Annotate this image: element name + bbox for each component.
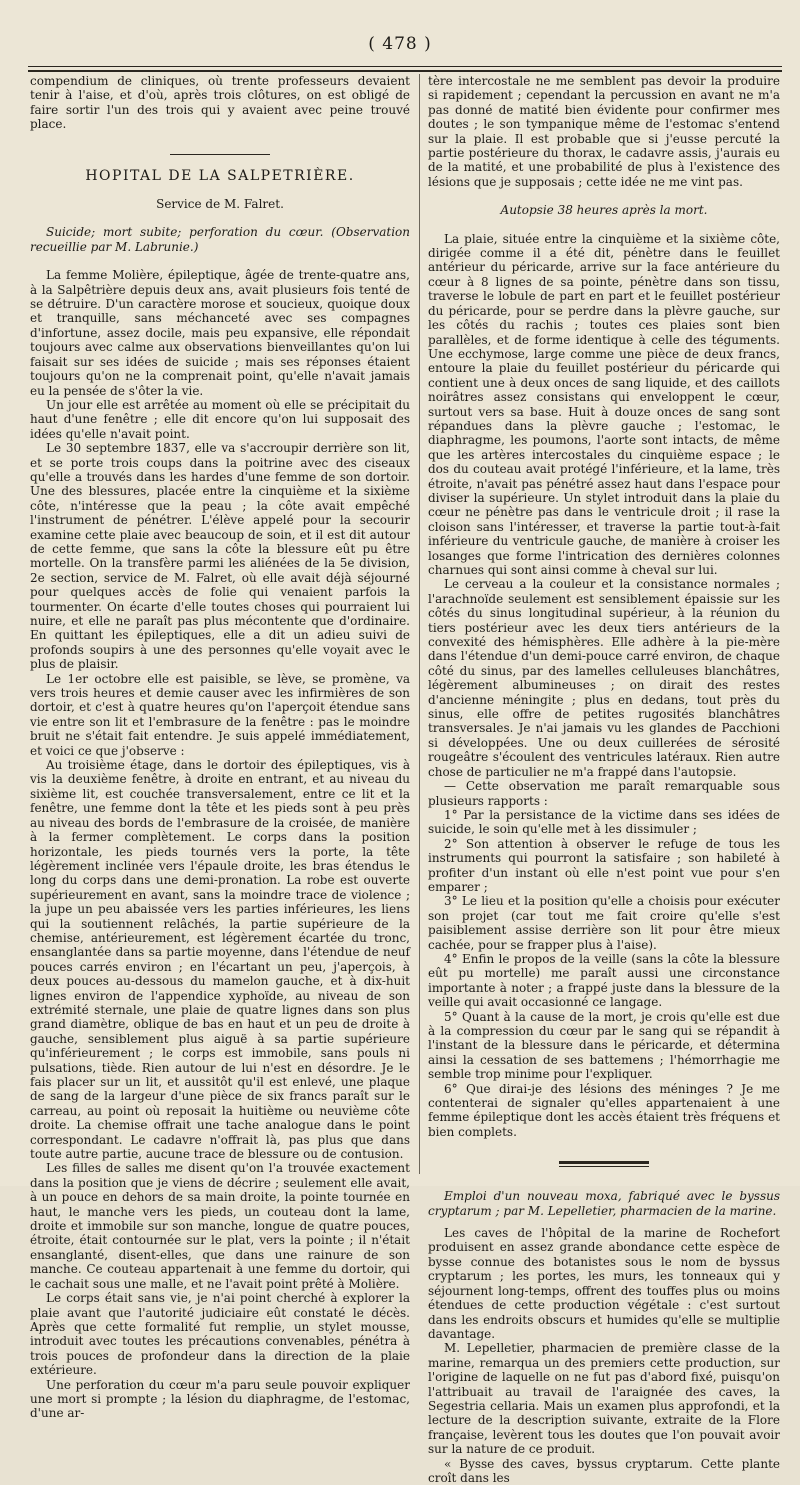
intro-paragraph: compendium de cliniques, où trente professeurs devaient tenir à l'aise, et d'où, après trois clôtures, on est obligé de faire sortir l'un des trois qui y avaient avec peine trouvé place. — [30, 74, 410, 132]
autopsy-title: Autopsie 38 heures après la mort. — [500, 203, 708, 218]
case-subtitle: Suicide; mort subite; perforation du cœur. (Observation recueillie par M. Labrunie.) — [30, 225, 410, 254]
moxa-paragraph: « Bysse des caves, byssus cryptarum. Cette plante croît dans les — [428, 1456, 780, 1485]
column-divider — [419, 74, 420, 1174]
article-heading: HOPITAL DE LA SALPETRIÈRE. — [85, 167, 355, 184]
body-paragraph: Une perforation du cœur m'a paru seule pouvoir expliquer une mort si prompte ; la lésion du diaphragme, de l'estomac, d'une ar- — [30, 1377, 410, 1421]
body-paragraph: Un jour elle est arrêtée au moment où elle se précipitait du haut d'une fenêtre ; elle dit encore qu'on lui supposait des idées qu'elle n'avait point. — [30, 397, 410, 441]
remarks-intro: — Cette observation me paraît remarquable sous plusieurs rapports : — [428, 779, 780, 808]
body-paragraph: Les filles de salles me disent qu'on l'a trouvée exactement dans la position que je viens de décrire ; seulement elle avait, à un pouce en dehors de sa main droite, la pointe tournée en haut, le manche vers les pieds, un couteau dont la lame, droite et immobile sur son manche, longue de quatre pouces, étroite, était contournée sur le plat, vers la pointe ; il n'était ensanglanté, disent-elles, que dans une rainure de son manche. Ce couteau appartenait à une femme du dortoir, qui le cachait sous une malle, et ne l'avait point prêté à Molière. — [30, 1161, 410, 1291]
remark-item: 3° Le lieu et la position qu'elle a choisis pour exécuter son projet (car tout me fait croire qu'elle s'est paisiblement assise derrière son lit pour être mieux cachée, pour se frapper plus à l'aise). — [428, 894, 780, 952]
body-paragraph: Le 30 septembre 1837, elle va s'accroupir derrière son lit, et se porte trois coups dans la poitrine avec des ciseaux qu'elle a trouvés dans les hardes d'une femme de son dortoir. Une des blessures, placée entre la cinquième et la sixième côte, n'intéresse que la peau ; la côte avait empêché l'instrument de pénétrer. L'élève appelé pour la secourir examine cette plaie avec beaucoup de soin, et il est dit autour de cette femme, que sans la côte la blessure eût pu être mortelle. On la transfère parmi les aliénées de la 5e division, 2e section, service de M. Falret, où elle avait déjà séjourné pour quelques accès de folie qui venaient parfois la tourmenter. On écarte d'elle toutes choses qui pourraient lui nuire, et elle ne paraît pas plus mécontente que d'ordinaire. En quittant les épileptiques, elle a dit un adieu suivi de profonds soupirs à une des personnes qu'elle voyait avec le plus de plaisir. — [30, 441, 410, 672]
right-column — [428, 74, 780, 1485]
body-paragraph: La femme Molière, épileptique, âgée de trente-quatre ans, à la Salpêtrière depuis deux ans, avait plusieurs fois tenté de se détruire. D'un caractère morose et soucieux, quoique doux et tranquille, sans méchanceté avec ses compagnes d'infortune, assez docile, mais peu expansive, elle répondait toujours avec calme aux observations bienveillantes qu'on lui faisait sur ses idées de suicide ; mais ses réponses étaient toujours qu'on ne la comprenait point, qu'elle n'avait jamais eu la pensée de s'ôter la vie. — [30, 268, 410, 398]
body-paragraph: Le corps était sans vie, je n'ai point cherché à explorer la plaie avant que l'autorité judiciaire eût constaté le décès. Après que cette formalité fut remplie, un stylet mousse, introduit avec toutes les précautions convenables, pénétra à trois pouces de profondeur dans la direction de la plaie extérieure. — [30, 1291, 410, 1378]
body-paragraph: Le 1er octobre elle est paisible, se lève, se promène, va vers trois heures et demie causer avec les infirmières de son dortoir, et c'est à quatre heures qu'on l'aperçoit étendue sans vie entre son lit et l'embrasure de la fenêtre : pas le moindre bruit ne s'était fait entendre. Je suis appelé immédiatement, et voici ce que j'observe : — [30, 671, 410, 758]
remark-item: 1° Par la persistance de la victime dans ses idées de suicide, le soin qu'elle met à les dissimuler ; — [428, 807, 780, 837]
body-paragraph: Au troisième étage, dans le dortoir des épileptiques, vis à vis la deuxième fenêtre, à droite en entrant, et au niveau du sixième lit, est couchée transversalement, entre ce lit et la fenêtre, une femme dont la tête et les pieds sont à peu près au niveau des bords de l'embrasure de la croisée, de manière à la fermer complètement. Le corps dans la position horizontale, les pieds tournés vers la porte, la tête légèrement inclinée vers l'épaule droite, les bras étendus le long du corps dans une demi-pronation. La robe est ouverte supérieurement en avant, sans la moindre trace de violence ; la jupe un peu abaissée vers les parties inférieures, les liens qui la soutiennent relâchés, la partie supérieure de la chemise, antérieurement, est légèrement écartée du tronc, ensanglantée dans sa partie moyenne, dans l'étendue de neuf pouces carrés environ ; en l'écartant un peu, j'aperçois, à deux pouces au-dessous du mamelon gauche, et à dix-huit lignes environ de l'appendice xyphoïde, au niveau de son extrémité sternale, une plaie de quatre lignes dans son plus grand diamètre, oblique de bas en haut et un peu de droite à gauche, sensiblement plus aiguë à sa partie supérieure qu'inférieurement ; le corps est immobile, sans pouls ni pulsations, tiède. Rien autour de lui n'est en désordre. Je le fais placer sur un lit, et aussitôt qu'il est enlevé, une plaque de sang de la largeur d'une pièce de six francs paraît sur le carreau, au point où reposait la huitième ou neuvième côte droite. La chemise offrait une tache analogue dans le point correspondant. Le cadavre n'offrait là, pas plus que dans toute autre partie, aucune trace de blessure ou de contusion. — [30, 758, 410, 1162]
remark-item: 2° Son attention à observer le refuge de tous les instruments qui pourront la satisfaire ; son habileté à profiter d'un instant où elle n'est point vue pour s'en emparer ; — [428, 836, 780, 894]
header-rule-thick — [28, 70, 782, 72]
page-number: ( 478 ) — [368, 34, 432, 54]
autopsy-paragraph: Le cerveau a la couleur et la consistance normales ; l'arachnoïde seulement est sensiblement épaissie sur les côtés du sinus longitudinal supérieur, à la réunion du tiers postérieur avec les deux tiers antérieurs de la convexité des hémisphères. Elle adhère à la pie-mère dans l'étendue d'un demi-pouce carré environ, de chaque côté du sinus, par des lamelles celluleuses blanchâtres, légèrement albumineuses ; on dirait des restes d'ancienne méningite ; plus en dedans, tout près du sinus, elle offre de petites rugosités blanchâtres transversales. Je n'ai jamais vu les glandes de Pacchioni si développées. Une ou deux cuillerées de sérosité rougeâtre s'écoulent des ventricules latéraux. Rien autre chose de particulier ne m'a frappé dans l'autopsie. — [428, 577, 780, 779]
remark-item: 6° Que dirai-je des lésions des méninges ? Je me contenterai de signaler qu'elles appartenaient à une femme épileptique dont les accès étaient très fréquens et bien complets. — [428, 1081, 780, 1139]
left-column — [30, 74, 410, 1421]
continued-paragraph: tère intercostale ne me semblent pas devoir la produire si rapidement ; cependant la percussion en avant ne m'a pas donné de matité bien évidente pour confirmer mes doutes ; le son tympanique même de l'estomac s'entend sur la plaie. Il est probable que si j'eusse percuté la partie postérieure du thorax, le cadavre assis, j'aurais eu de la matité, et une probabilité de plus à l'existence des lésions que je supposais ; cette idée ne me vint pas. — [428, 74, 780, 189]
service-line: Service de M. Falret. — [156, 197, 284, 212]
moxa-paragraph: Les caves de l'hôpital de la marine de Rochefort produisent en assez grande abondance cette espèce de bysse connue des botanistes sous le nom de byssus cryptarum ; les portes, les murs, les tonneaux qui y séjournent long-temps, offrent des touffes plus ou moins étendues de cette production végétale : c'est surtout dans les endroits obscurs et humides qu'elle se multiplie davantage. — [428, 1226, 780, 1341]
header-rule — [28, 66, 782, 67]
moxa-paragraph: M. Lepelletier, pharmacien de première classe de la marine, remarqua un des premiers cette production, sur l'origine de laquelle on ne fut pas d'abord fixé, puisqu'on l'attribuait au travail de l'araignée des caves, la Segestria cellaria. Mais un examen plus approfondi, et la lecture de la description suivante, extraite de la Flore française, levèrent tous les doutes que l'on pouvait avoir sur la nature de ce produit. — [428, 1341, 780, 1457]
autopsy-paragraph: La plaie, située entre la cinquième et la sixième côte, dirigée comme il a été dit, pénètre dans le feuillet antérieur du péricarde, arrive sur la face antérieure du cœur à 8 lignes de sa pointe, pénètre dans son tissu, traverse le lobule de part en part et le feuillet postérieur du péricarde, pour se perdre dans la plèvre gauche, sur les côtés du rachis ; toutes ces plaies sont bien parallèles, et de forme identique à celle des téguments. Une ecchymose, large comme une pièce de deux francs, entoure la plaie du feuillet postérieur du péricarde qui contient une à deux onces de sang liquide, et des caillots noirâtres assez consistans qui enveloppent le cœur, surtout vers sa base. Huit à douze onces de sang sont répandues dans la plèvre gauche ; l'estomac, le diaphragme, les poumons, l'aorte sont intacts, de même que les artères intercostales du cinquième espace ; le dos du couteau avait protégé l'inférieure, et la lame, très étroite, n'avait pas pénétré assez haut dans l'espace pour diviser la supérieure. Un stylet introduit dans la plaie du cœur ne pénètre pas dans le ventricule droit ; il rase la cloison sans l'intéresser, et traverse la partie tout-à-fait inférieure du ventricule gauche, de manière à croiser les losanges que forme l'intrication des dernières colonnes charnues qui sont ainsi comme à cheval sur lui. — [428, 231, 780, 577]
remark-item: 4° Enfin le propos de la veille (sans la côte la blessure eût pu mortelle) me paraît aussi une circonstance importante à noter ; a frappé juste dans la blessure de la veille qui avait occasionné ce langage. — [428, 951, 780, 1010]
moxa-article-title: Emploi d'un nouveau moxa, fabriqué avec le byssus cryptarum ; par M. Lepelletier, pharmacien de la marine. — [428, 1189, 780, 1218]
remark-item: 5° Quant à la cause de la mort, je crois qu'elle est due à la compression du cœur par le sang qui se répandit à l'instant de la blessure dans le péricarde, et détermina ainsi la cessation de ses battemens ; l'hémorrhagie me semble trop minime pour l'expliquer. — [428, 1009, 780, 1082]
